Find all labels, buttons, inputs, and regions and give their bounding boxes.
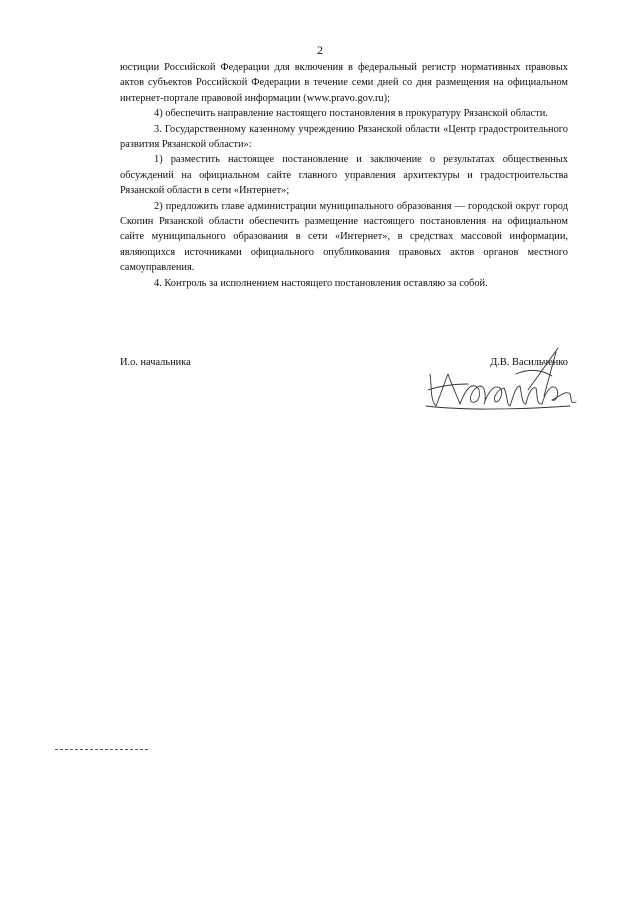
signer-position: И.о. начальника: [120, 357, 191, 368]
paragraph-section-4: 4. Контроль за исполнением настоящего постановления оставляю за собой.: [154, 277, 488, 289]
paragraph-item-2: 2) предложить главе администрации муниципального образования — городской округ город Скопин Рязанской области обеспечить размещение настоящего постановления на официальном сайте муниципального образования в сети «Интернет», в средствах массовой информации, являющихся источниками официального опубликования правовых актов органов местного самоуправления.: [120, 200, 568, 274]
footer-divider: [55, 749, 148, 750]
handwritten-signature: [420, 344, 600, 418]
document-body: [120, 60, 568, 291]
paragraph-item-1: 1) разместить настоящее постановление и заключение о результатах общественных обсуждений на официальном сайте главного управления архитектуры и градостроительства Рязанской области в сети «Интернет»;: [120, 154, 568, 197]
paragraph-continuation: юстиции Российской Федерации для включения в федеральный регистр нормативных правовых актов субъектов Российской Федерации в течение семи дней со дня размещения на официальном интернет-портале правовой информации (www.pravo.gov.ru);: [120, 62, 568, 104]
paragraph-section-3: 3. Государственному казенному учреждению Рязанской области «Центр градостроительного развития Рязанской области»:: [120, 123, 568, 151]
page-number: 2: [317, 43, 323, 57]
signer-name: Д.В. Васильченко: [490, 357, 568, 368]
paragraph-item-4: 4) обеспечить направление настоящего постановления в прокуратуру Рязанской области.: [154, 108, 548, 120]
signature-block: [120, 346, 568, 394]
